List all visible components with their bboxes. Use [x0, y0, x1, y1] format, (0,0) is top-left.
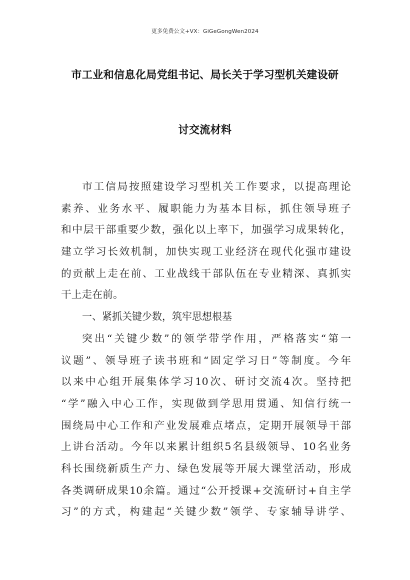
body-line: 围绕局中心工作和产业发展难点堵点，定期开展领导干部: [61, 419, 351, 432]
document-title-line-2: 讨交流材料: [178, 124, 232, 136]
body-line: 科长围绕新质生产力、绿色发展等开展大课堂活动，形成: [61, 462, 351, 475]
body-line: 干上走在前。: [61, 289, 124, 302]
body-line: 市工信局按照建设学习型机关工作要求，以提高理论: [82, 181, 351, 193]
body-line: 习”的方式，构建起“关键少数”领学、专家辅导讲学、: [61, 506, 351, 519]
body-line: 和中层干部重要少数，强化以上率下，加强学习成果转化，: [61, 224, 351, 237]
body-line: 的贡献上走在前、工业战线干部队伍在专业精深、真抓实: [61, 267, 351, 280]
document-title-line-1: 市工业和信息化局党组书记、局长关于学习型机关建设研: [71, 69, 339, 81]
body-line: 各类调研成果10余篇。通过“公开授课+交流研讨+自主学: [61, 484, 351, 497]
body-line: “学”融入中心工作，实现做到学思用贯通、知信行统一: [61, 397, 351, 410]
body-line: 以来中心组开展集体学习10次、研讨交流4次。坚持把: [61, 376, 351, 389]
body-line: 突出“关键少数”的领学带学作用，严格落实“第一: [82, 332, 351, 345]
section-heading: 一、紧抓关键少数，筑牢思想根基: [82, 312, 232, 324]
body-line: 素养、业务水平、履职能力为基本目标，抓住领导班子: [61, 202, 351, 215]
body-line: 议题”、领导班子读书班和“固定学习日”等制度。今年: [61, 354, 351, 367]
header-note: 更多免费公文+VX：GiGeGongWen2024: [151, 29, 259, 35]
body-line: 建立学习长效机制，加快实现工业经济在现代化强市建设: [61, 246, 351, 259]
document-body: [61, 177, 351, 524]
body-line: 上讲台活动。今年以来累计组织5名县级领导、10名业务: [61, 441, 351, 454]
